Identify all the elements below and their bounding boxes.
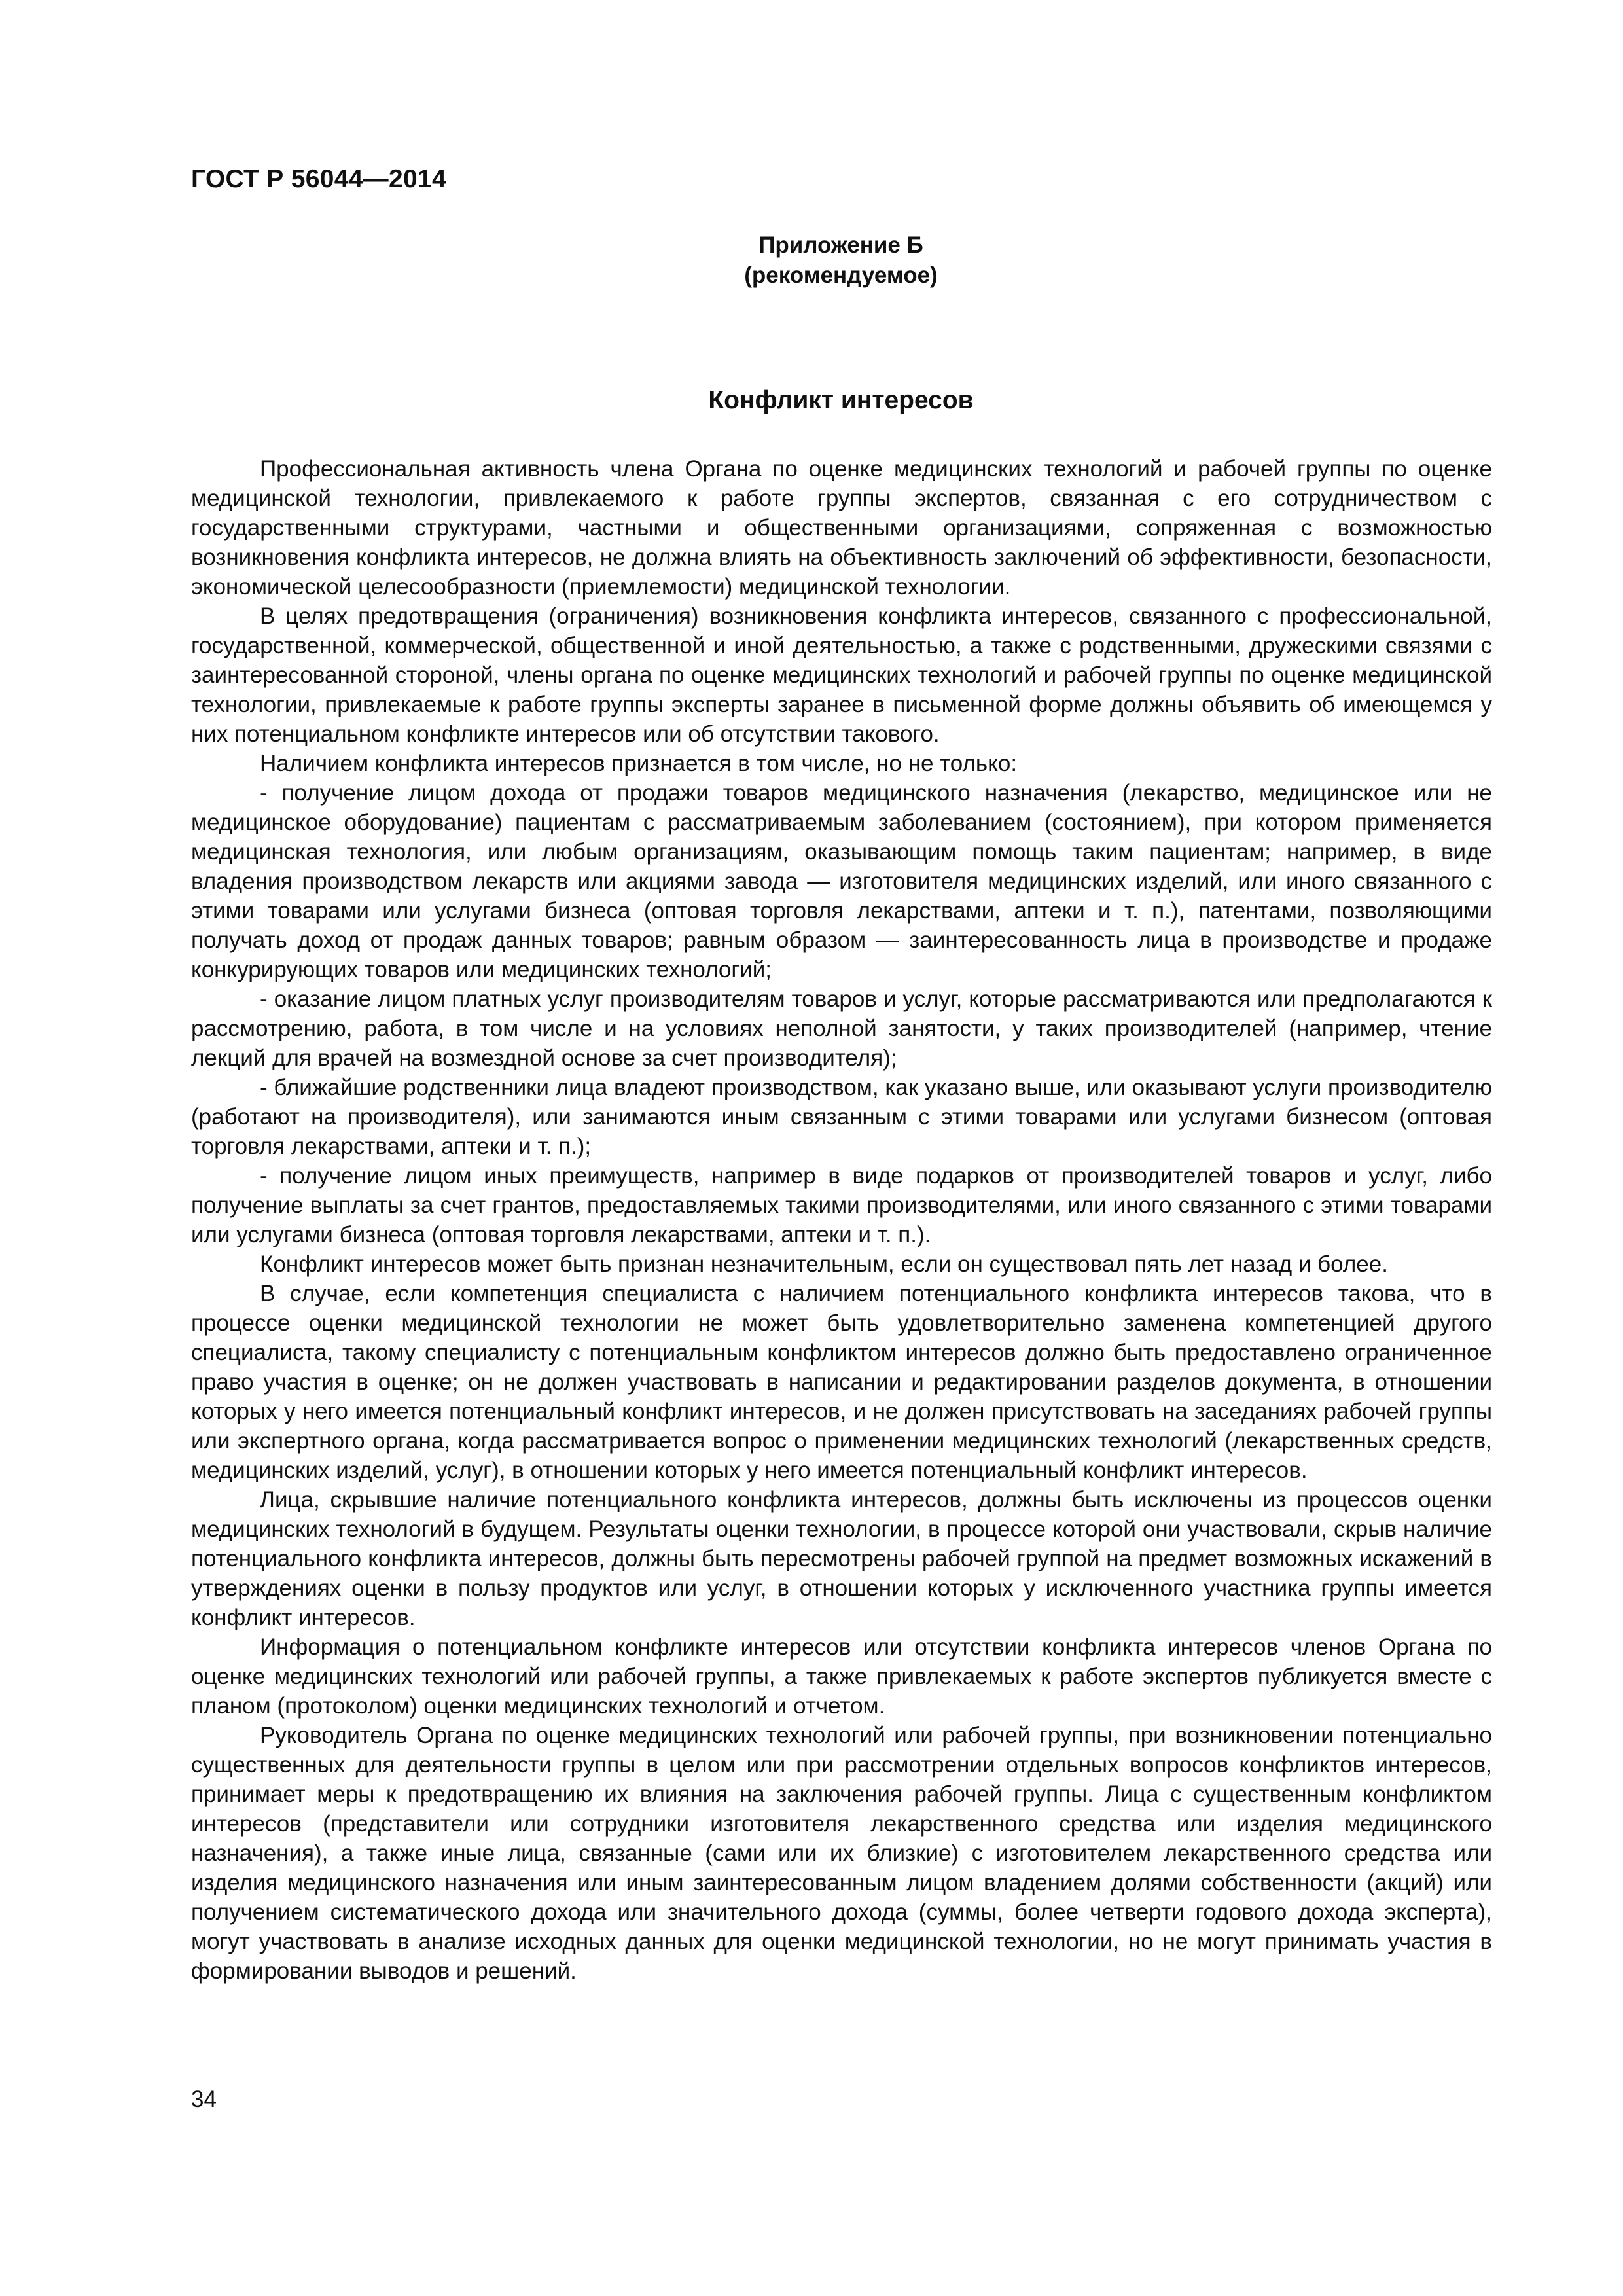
section-title: Конфликт интересов (708, 386, 974, 414)
paragraph: Профессиональная активность члена Органа по оценке медицинских технологий и рабочей группы по оценке медицинской технологии, привлекаемого к работе группы экспертов, связанная с его сотрудничеством с государственными структурами, частными и общественными организациями, сопряженная с возможностью возникновения конфликта интересов, не должна влиять на объективность заключений об эффективности, безопасности, экономической целесообразности (приемлемости) медицинской технологии. (191, 456, 1492, 600)
page-number: 34 (191, 2087, 217, 2112)
annex-status: (рекомендуемое) (744, 262, 938, 288)
document-code: ГОСТ Р 56044—2014 (191, 165, 446, 193)
paragraph: Информация о потенциальном конфликте интересов или отсутствии конфликта интересов членов Органа по оценке медицинских технологий или рабочей группы, а также привлекаемых к работе экспертов публикуется вместе с планом (протоколом) оценки медицинских технологий и отчетом. (191, 1634, 1492, 1719)
paragraph: Конфликт интересов может быть признан незначительным, если он существовал пять лет назад и более. (260, 1251, 1388, 1277)
list-item: - оказание лицом платных услуг производителям товаров и услуг, которые рассматриваются или предполагаются к рассмотрению, работа, в том числе и на условиях неполной занятости, у таких производителей (например, чтение лекций для врачей на возмездной основе за счет производителя); (191, 986, 1492, 1071)
list-item: - получение лицом иных преимуществ, например в виде подарков от производителей товаров и услуг, либо получение выплаты за счет грантов, предоставляемых такими производителями, или иного связанного с этими товарами или услугами бизнеса (оптовая торговля лекарствами, аптеки и т. п.). (191, 1163, 1492, 1247)
paragraph: Лица, скрывшие наличие потенциального конфликта интересов, должны быть исключены из процессов оценки медицинских технологий в будущем. Результаты оценки технологии, в процессе которой они участвовали, скрыв наличие потенциального конфликта интересов, должны быть пересмотрены рабочей группой на предмет возможных искажений в утверждениях оценки в пользу продуктов или услуг, в отношении которых у исключенного участника группы имеется конфликт интересов. (191, 1487, 1492, 1630)
annex-title: Приложение Б (758, 232, 923, 258)
annex-heading (0, 230, 1623, 291)
paragraph: В случае, если компетенция специалиста с наличием потенциального конфликта интересов такова, что в процессе оценки медицинской технологии не может быть удовлетворительно заменена компетенцией другого специалиста, такому специалисту с потенциальным конфликтом интересов должно быть предоставлено ограниченное право участия в оценке; он не должен участвовать в написании и редактировании разделов документа, в отношении которых у него имеется потенциальный конфликт интересов, и не должен присутствовать на заседаниях рабочей группы или экспертного органа, когда рассматривается вопрос о применении медицинских технологий (лекарственных средств, медицинских изделий, услуг), в отношении которых у него имеется потенциальный конфликт интересов. (191, 1281, 1492, 1483)
list-item: - ближайшие родственники лица владеют производством, как указано выше, или оказывают услуги производителю (работают на производителя), или занимаются иным связанным с этими товарами или услугами бизнесом (оптовая торговля лекарствами, аптеки и т. п.); (191, 1075, 1492, 1159)
body-text (191, 454, 1492, 1986)
paragraph: Наличием конфликта интересов признается в том числе, но не только: (260, 751, 1018, 776)
list-item: - получение лицом дохода от продажи товаров медицинского назначения (лекарство, медицинское или не медицинское оборудование) пациентам с рассматриваемым заболеванием (состоянием), при котором применяется медицинская технология, или любым организациям, оказывающим помощь таким пациентам; например, в виде владения производством лекарств или акциями завода — изготовителя медицинских изделий, или иного связанного с этими товарами или услугами бизнеса (оптовая торговля лекарствами, аптеки и т. п.), патентами, позволяющими получать доход от продаж данных товаров; равным образом — заинтересованность лица в производстве и продаже конкурирующих товаров или медицинских технологий; (191, 780, 1492, 982)
paragraph: В целях предотвращения (ограничения) возникновения конфликта интересов, связанного с профессиональной, государственной, коммерческой, общественной и иной деятельностью, а также с родственными, дружескими связями с заинтересованной стороной, члены органа по оценке медицинских технологий и рабочей группы по оценке медицинской технологии, привлекаемые к работе группы эксперты заранее в письменной форме должны объявить об имеющемся у них потенциальном конфликте интересов или об отсутствии такового. (191, 603, 1492, 747)
paragraph: Руководитель Органа по оценке медицинских технологий или рабочей группы, при возникновении потенциально существенных для деятельности группы в целом или при рассмотрении отдельных вопросов конфликтов интересов, принимает меры к предотвращению их влияния на заключения рабочей группы. Лица с существенным конфликтом интересов (представители или сотрудники изготовителя лекарственного средства или изделия медицинского назначения), а также иные лица, связанные (сами или их близкие) с изготовителем лекарственного средства или изделия медицинского назначения или иным заинтересованным лицом владением долями собственности (акций) или получением систематического дохода или значительного дохода (суммы, более четверти годового дохода эксперта), могут участвовать в анализе исходных данных для оценки медицинской технологии, но не могут принимать участия в формировании выводов и решений. (191, 1723, 1492, 1984)
